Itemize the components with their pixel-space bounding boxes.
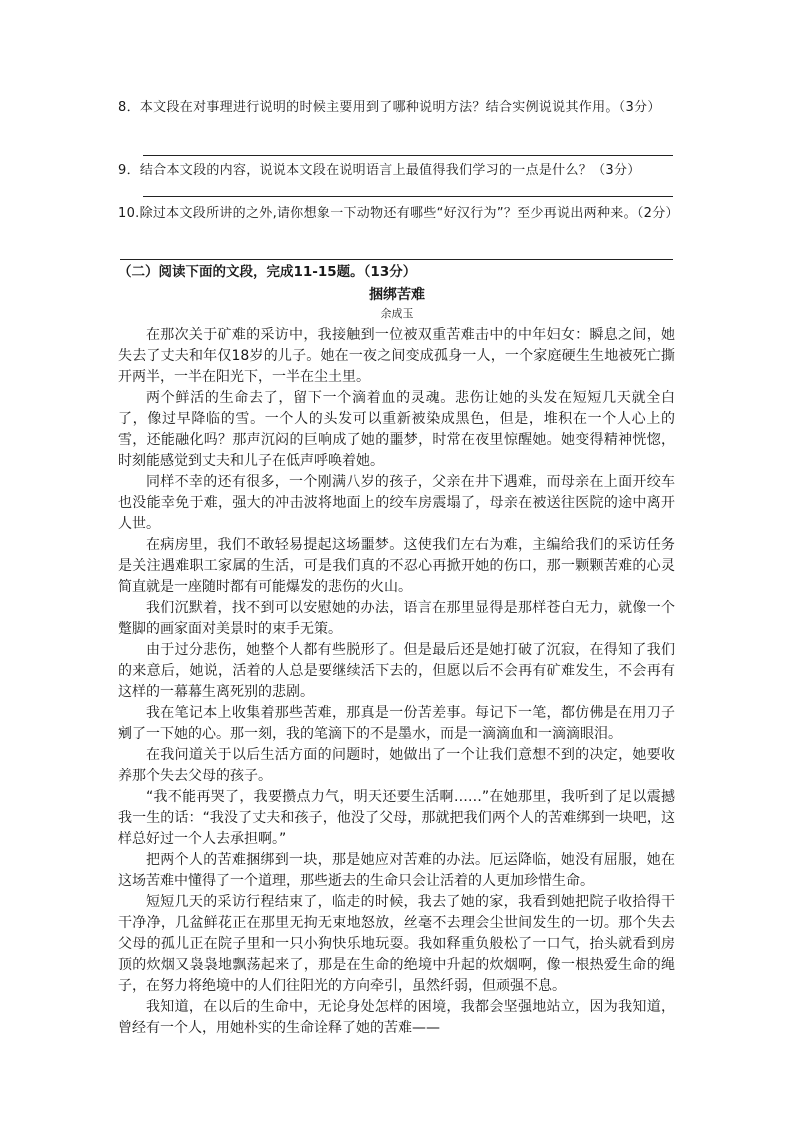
question-10: 10.除过本文段所讲的之外,请你想象一下动物还有哪些“好汉行为”？至少再说出两种来。（2分） <box>118 206 679 221</box>
article-body <box>118 325 675 1039</box>
answer-line-10 <box>120 259 673 260</box>
paragraph: 在我问道关于以后生活方面的问题时，她做出了一个让我们意想不到的决定，她要收养那个失去父母的孩子。 <box>118 747 675 784</box>
paragraph: 把两个人的苦难捆绑到一块，那是她应对苦难的办法。厄运降临，她没有屈服，她在这场苦难中懂得了一个道理，那些逝去的生命只会让活着的人更加珍惜生命。 <box>118 852 675 889</box>
paragraph: 在那次关于矿难的采访中，我接触到一位被双重苦难击中的中年妇女：瞬息之间，她失去了丈夫和年仅18岁的儿子。她在一夜之间变成孤身一人，一个家庭硬生生地被死亡撕开两半，一半在阳光下，一半在尘土里。 <box>118 327 675 385</box>
paragraph: “我不能再哭了，我要攒点力气，明天还要生活啊……”在她那里，我听到了足以震撼我一生的话：“我没了丈夫和孩子，他没了父母，那就把我们两个人的苦难绑到一块吧，这样总好过一个人去承担啊。” <box>118 789 675 847</box>
paragraph: 两个鲜活的生命去了，留下一个滴着血的灵魂。悲伤让她的头发在短短几天就全白了，像过早降临的雪。一个人的头发可以重新被染成黑色，但是，堆积在一个人心上的雪，还能融化吗？那声沉闷的巨响成了她的噩梦，时常在夜里惊醒她。她变得精神恍惚，时刻能感觉到丈夫和儿子在低声呼唤着她。 <box>118 390 675 469</box>
paragraph: 在病房里，我们不敢轻易提起这场噩梦。这使我们左右为难，主编给我们的采访任务是关注遇难职工家属的生活，可是我们真的不忍心再掀开她的伤口，那一颗颗苦难的心灵简直就是一座随时都有可能爆发的悲伤的火山。 <box>118 537 675 595</box>
section-heading: （二）阅读下面的文段，完成11-15题。（13分） <box>118 264 417 280</box>
article-author: 余成玉 <box>380 307 414 320</box>
article-title: 捆绑苦难 <box>369 287 425 303</box>
paragraph: 由于过分悲伤，她整个人都有些脱形了。但是最后还是她打破了沉寂，在得知了我们的来意后，她说，活着的人总是要继续活下去的，但愿以后不会再有矿难发生，不会再有这样的一幕幕生离死别的悲剧。 <box>118 642 675 700</box>
paragraph: 我知道，在以后的生命中，无论身处怎样的困境，我都会坚强地站立，因为我知道，曾经有一个人，用她朴实的生命诠释了她的苦难—— <box>118 999 675 1036</box>
question-8: 8．本文段在对事理进行说明的时候主要用到了哪种说明方法？结合实例说说其作用。（3分） <box>118 100 661 115</box>
paragraph: 同样不幸的还有很多，一个刚满八岁的孩子，父亲在井下遇难，而母亲在上面开绞车也没能幸免于难，强大的冲击波将地面上的绞车房震塌了，母亲在被送往医院的途中离开人世。 <box>118 474 675 532</box>
question-9: 9．结合本文段的内容，说说本文段在说明语言上最值得我们学习的一点是什么？（3分） <box>118 163 641 178</box>
answer-line-8 <box>143 155 673 156</box>
answer-line-9 <box>143 196 673 197</box>
paragraph: 短短几天的采访行程结束了，临走的时候，我去了她的家，我看到她把院子收拾得干干净净，几盆鲜花正在那里无拘无束地怒放，丝毫不去理会尘世间发生的一切。那个失去父母的孤儿正在院子里和一只小狗快乐地玩耍。我如释重负般松了一口气，抬头就看到房顶的炊烟又袅袅地飘荡起来了，那是在生命的绝境中升起的炊烟啊，像一根热爱生命的绳子，在努力将绝境中的人们往阳光的方向牵引，虽然纤弱，但顽强不息。 <box>118 894 675 994</box>
paragraph: 我在笔记本上收集着那些苦难，那真是一份苦差事。每记下一笔，都仿佛是在用刀子剜了一下她的心。那一刻，我的笔滴下的不是墨水，而是一滴滴血和一滴滴眼泪。 <box>118 705 675 742</box>
paragraph: 我们沉默着，找不到可以安慰她的办法，语言在那里显得是那样苍白无力，就像一个蹩脚的画家面对美景时的束手无策。 <box>118 600 675 637</box>
